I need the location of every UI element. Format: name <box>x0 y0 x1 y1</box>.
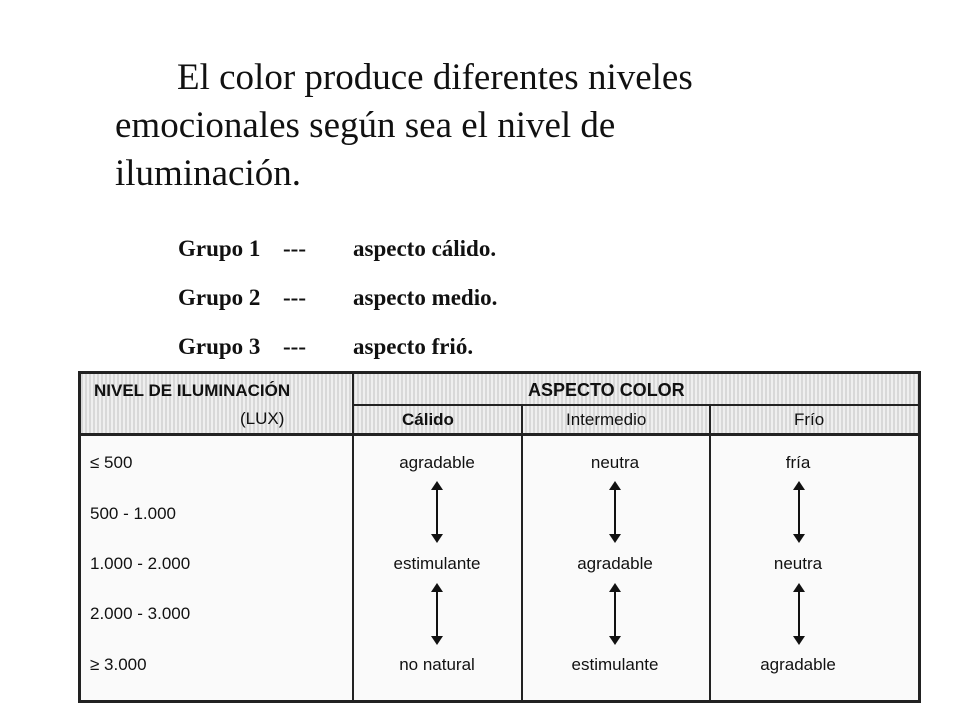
group-separator: --- <box>283 235 306 261</box>
cold-cell: fría <box>785 453 811 472</box>
intermediate-cell: agradable <box>577 554 653 573</box>
intro-paragraph <box>115 54 835 198</box>
column-divider <box>521 404 523 703</box>
group-list <box>178 224 497 371</box>
intro-line-3: iluminación. <box>115 153 301 194</box>
illumination-level-label: 1.000 - 2.000 <box>90 554 191 573</box>
group-name: Grupo 1 <box>178 235 261 261</box>
column-divider <box>352 371 354 703</box>
group-separator: --- <box>283 333 306 359</box>
warm-cell: no natural <box>399 655 475 674</box>
illumination-level-label: 2.000 - 3.000 <box>90 604 191 623</box>
cold-cell: neutra <box>773 554 823 573</box>
intro-line-1: El color produce diferentes niveles <box>177 57 693 98</box>
double-arrow-icon <box>792 583 806 645</box>
double-arrow-icon <box>608 481 622 543</box>
group-name: Grupo 2 <box>178 284 261 310</box>
column-header-warm: Cálido <box>402 410 454 429</box>
header-lux: (LUX) <box>240 409 285 428</box>
intermediate-cell: neutra <box>590 453 640 472</box>
column-divider <box>709 404 711 703</box>
group-item <box>178 273 497 322</box>
intro-line-2: emocionales según sea el nivel de <box>115 105 616 146</box>
header-color-aspect: ASPECTO COLOR <box>528 380 685 400</box>
column-header-intermediate: Intermedio <box>566 410 647 429</box>
illumination-level-label: 500 - 1.000 <box>90 504 177 523</box>
illumination-color-table <box>78 371 921 703</box>
header-divider <box>354 404 918 406</box>
group-description: aspecto cálido. <box>353 235 497 261</box>
double-arrow-icon <box>430 583 444 645</box>
group-description: aspecto medio. <box>353 284 498 310</box>
warm-cell: estimulante <box>393 554 481 573</box>
double-arrow-icon <box>608 583 622 645</box>
group-item <box>178 322 497 371</box>
header-illumination-level: NIVEL DE ILUMINACIÓN <box>94 381 291 400</box>
group-name: Grupo 3 <box>178 333 261 359</box>
double-arrow-icon <box>792 481 806 543</box>
column-header-cold: Frío <box>794 410 825 429</box>
group-item <box>178 224 497 273</box>
illumination-level-label: ≥ 3.000 <box>90 655 147 674</box>
intermediate-cell: estimulante <box>571 655 659 674</box>
illumination-level-label: ≤ 500 <box>90 453 133 472</box>
warm-cell: agradable <box>399 453 475 472</box>
group-separator: --- <box>283 284 306 310</box>
double-arrow-icon <box>430 481 444 543</box>
cold-cell: agradable <box>760 655 836 674</box>
header-bottom-rule <box>81 433 918 436</box>
group-description: aspecto frió. <box>353 333 474 359</box>
